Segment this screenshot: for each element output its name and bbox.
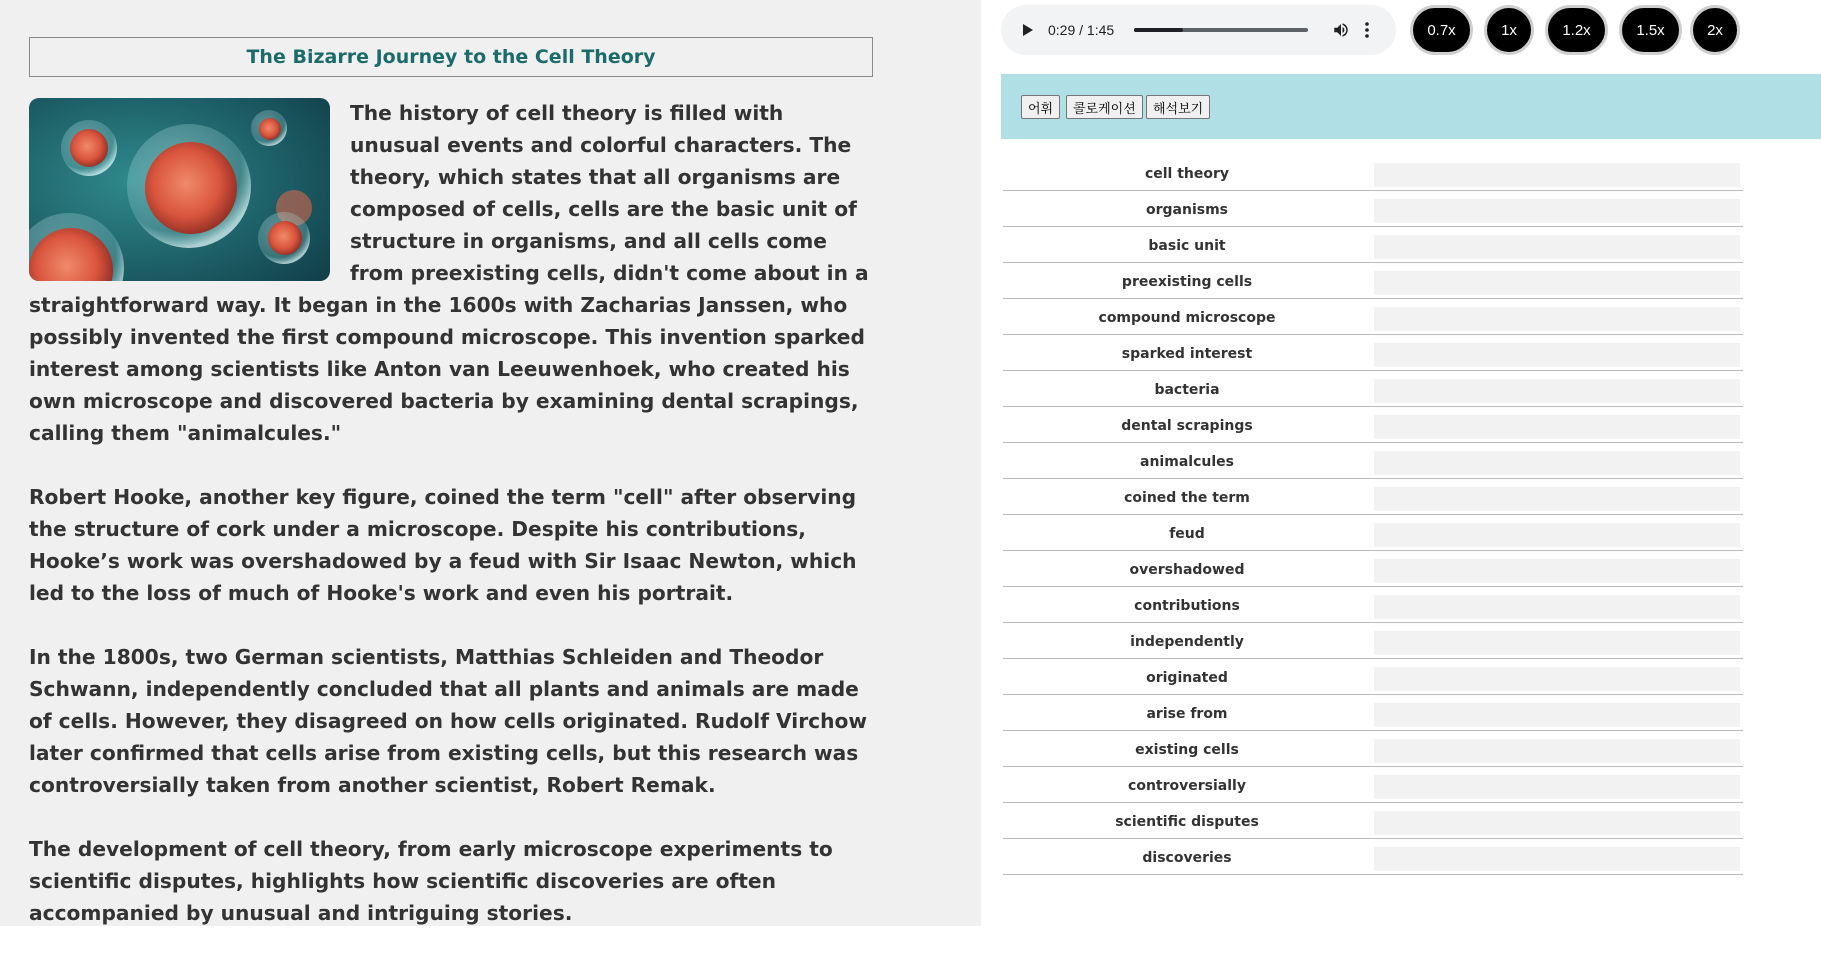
vocab-word: scientific disputes: [1003, 803, 1371, 839]
vocab-meaning-cell: [1371, 803, 1743, 839]
vocab-word: bacteria: [1003, 371, 1371, 407]
vocab-table: [1003, 155, 1743, 875]
collocation-button[interactable]: 콜로케이션: [1066, 95, 1143, 119]
article-title: The Bizarre Journey to the Cell Theory: [29, 37, 873, 77]
vocab-row: [1003, 191, 1743, 227]
hidden-meaning-box[interactable]: [1374, 379, 1740, 403]
vocab-meaning-cell: [1371, 515, 1743, 551]
hidden-meaning-box[interactable]: [1374, 451, 1740, 475]
hidden-meaning-box[interactable]: [1374, 811, 1740, 835]
vocab-meaning-cell: [1371, 335, 1743, 371]
hidden-meaning-box[interactable]: [1374, 415, 1740, 439]
cell-illustration-image: [29, 98, 330, 281]
vocab-row: [1003, 551, 1743, 587]
vocab-meaning-cell: [1371, 227, 1743, 263]
speed-button-1-5x[interactable]: 1.5x: [1619, 5, 1682, 55]
hidden-meaning-box[interactable]: [1374, 523, 1740, 547]
vocab-row: [1003, 371, 1743, 407]
vocab-word: discoveries: [1003, 839, 1371, 875]
vocab-meaning-cell: [1371, 407, 1743, 443]
vocab-word: existing cells: [1003, 731, 1371, 767]
vocab-meaning-cell: [1371, 623, 1743, 659]
vocab-row: [1003, 155, 1743, 191]
vocab-button[interactable]: 어휘: [1021, 95, 1060, 119]
vocab-row: [1003, 695, 1743, 731]
vocab-meaning-cell: [1371, 443, 1743, 479]
hidden-meaning-box[interactable]: [1374, 631, 1740, 655]
hidden-meaning-box[interactable]: [1374, 343, 1740, 367]
vocab-meaning-cell: [1371, 263, 1743, 299]
vocab-word: arise from: [1003, 695, 1371, 731]
vocab-meaning-cell: [1371, 479, 1743, 515]
vocab-word: feud: [1003, 515, 1371, 551]
volume-icon: [1332, 21, 1350, 39]
vocab-meaning-cell: [1371, 371, 1743, 407]
vocab-meaning-cell: [1371, 839, 1743, 875]
vocab-word: originated: [1003, 659, 1371, 695]
audio-progress-fill: [1134, 28, 1183, 32]
vocab-row: [1003, 479, 1743, 515]
hidden-meaning-box[interactable]: [1374, 163, 1740, 187]
hidden-meaning-box[interactable]: [1374, 487, 1740, 511]
play-icon: [1020, 23, 1034, 37]
vocab-row: [1003, 731, 1743, 767]
vocab-meaning-cell: [1371, 551, 1743, 587]
vocab-row: [1003, 623, 1743, 659]
vocab-word: controversially: [1003, 767, 1371, 803]
hidden-meaning-box[interactable]: [1374, 559, 1740, 583]
audio-progress-bar[interactable]: [1134, 28, 1308, 32]
vocab-row: [1003, 407, 1743, 443]
hidden-meaning-box[interactable]: [1374, 235, 1740, 259]
vocab-word: overshadowed: [1003, 551, 1371, 587]
study-toolbar: [1001, 74, 1821, 139]
vocab-word: basic unit: [1003, 227, 1371, 263]
hidden-meaning-box[interactable]: [1374, 739, 1740, 763]
hidden-meaning-box[interactable]: [1374, 775, 1740, 799]
vocab-meaning-cell: [1371, 659, 1743, 695]
article-paragraph-1-text: The history of cell theory is filled with unusual events and colorful characters. The theory, which states that all organisms are composed of cells, cells are the basic unit of structure in organisms, and all cells come from preexisting cells, didn't come about in a straightforward way. It began in the 1600s with Zacharias Janssen, who possibly invented the first compound microscope. This invention sparked interest among scientists like Anton van Leeuwenhoek, who created his own microscope and discovered bacteria by examining dental scrapings, calling them "animalcules.": [29, 101, 869, 445]
vocab-row: [1003, 299, 1743, 335]
article-paragraph-1: [29, 97, 875, 449]
speed-button-0-7x[interactable]: 0.7x: [1410, 5, 1473, 55]
vocab-meaning-cell: [1371, 299, 1743, 335]
vocab-word: organisms: [1003, 191, 1371, 227]
vocab-word: independently: [1003, 623, 1371, 659]
vocab-row: [1003, 263, 1743, 299]
vocab-meaning-cell: [1371, 587, 1743, 623]
vocab-word: sparked interest: [1003, 335, 1371, 371]
speed-button-2x[interactable]: 2x: [1690, 5, 1740, 55]
vocab-row: [1003, 659, 1743, 695]
article-body: [29, 97, 875, 961]
vocab-word: animalcules: [1003, 443, 1371, 479]
vocab-row: [1003, 803, 1743, 839]
speed-button-1x[interactable]: 1x: [1484, 5, 1534, 55]
more-options-button[interactable]: [1362, 19, 1372, 41]
vocab-row: [1003, 227, 1743, 263]
vocab-row: [1003, 839, 1743, 875]
hidden-meaning-box[interactable]: [1374, 307, 1740, 331]
audio-player[interactable]: [1001, 5, 1396, 55]
hidden-meaning-box[interactable]: [1374, 271, 1740, 295]
vocab-word: cell theory: [1003, 155, 1371, 191]
vocab-meaning-cell: [1371, 155, 1743, 191]
vocab-word: preexisting cells: [1003, 263, 1371, 299]
speed-button-1-2x[interactable]: 1.2x: [1545, 5, 1608, 55]
vocab-row: [1003, 443, 1743, 479]
vocab-row: [1003, 767, 1743, 803]
hidden-meaning-box[interactable]: [1374, 703, 1740, 727]
hidden-meaning-box[interactable]: [1374, 847, 1740, 871]
vocab-meaning-cell: [1371, 191, 1743, 227]
translation-button[interactable]: 해석보기: [1146, 95, 1210, 119]
article-paragraph-2: Robert Hooke, another key figure, coined the term "cell" after observing the structure of cork under a microscope. Despite his contributions, Hooke’s work was overshadowed by a feud with Sir Isaac Newton, which led to the loss of much of Hooke's work and even his portrait.: [29, 485, 857, 605]
article-paragraph-3: In the 1800s, two German scientists, Matthias Schleiden and Theodor Schwann, independently concluded that all plants and animals are made of cells. However, they disagreed on how cells originated. Rudolf Virchow later confirmed that cells arise from existing cells, but this research was controversially taken from another scientist, Robert Remak.: [29, 645, 868, 797]
vocab-word: contributions: [1003, 587, 1371, 623]
vocab-meaning-cell: [1371, 695, 1743, 731]
vocab-word: compound microscope: [1003, 299, 1371, 335]
play-button[interactable]: [1012, 15, 1042, 45]
more-vert-icon: [1365, 22, 1369, 38]
article-paragraph-4: The development of cell theory, from early microscope experiments to scientific disputes, highlights how scientific discoveries are often accompanied by unusual and intriguing stories.: [29, 837, 833, 925]
volume-button[interactable]: [1332, 19, 1354, 41]
vocab-meaning-cell: [1371, 731, 1743, 767]
vocab-row: [1003, 587, 1743, 623]
hidden-meaning-box[interactable]: [1374, 595, 1740, 619]
vocab-row: [1003, 335, 1743, 371]
vocab-word: coined the term: [1003, 479, 1371, 515]
vocab-row: [1003, 515, 1743, 551]
audio-time: 0:29 / 1:45: [1048, 22, 1115, 38]
vocab-word: dental scrapings: [1003, 407, 1371, 443]
hidden-meaning-box[interactable]: [1374, 199, 1740, 223]
vocab-meaning-cell: [1371, 767, 1743, 803]
hidden-meaning-box[interactable]: [1374, 667, 1740, 691]
